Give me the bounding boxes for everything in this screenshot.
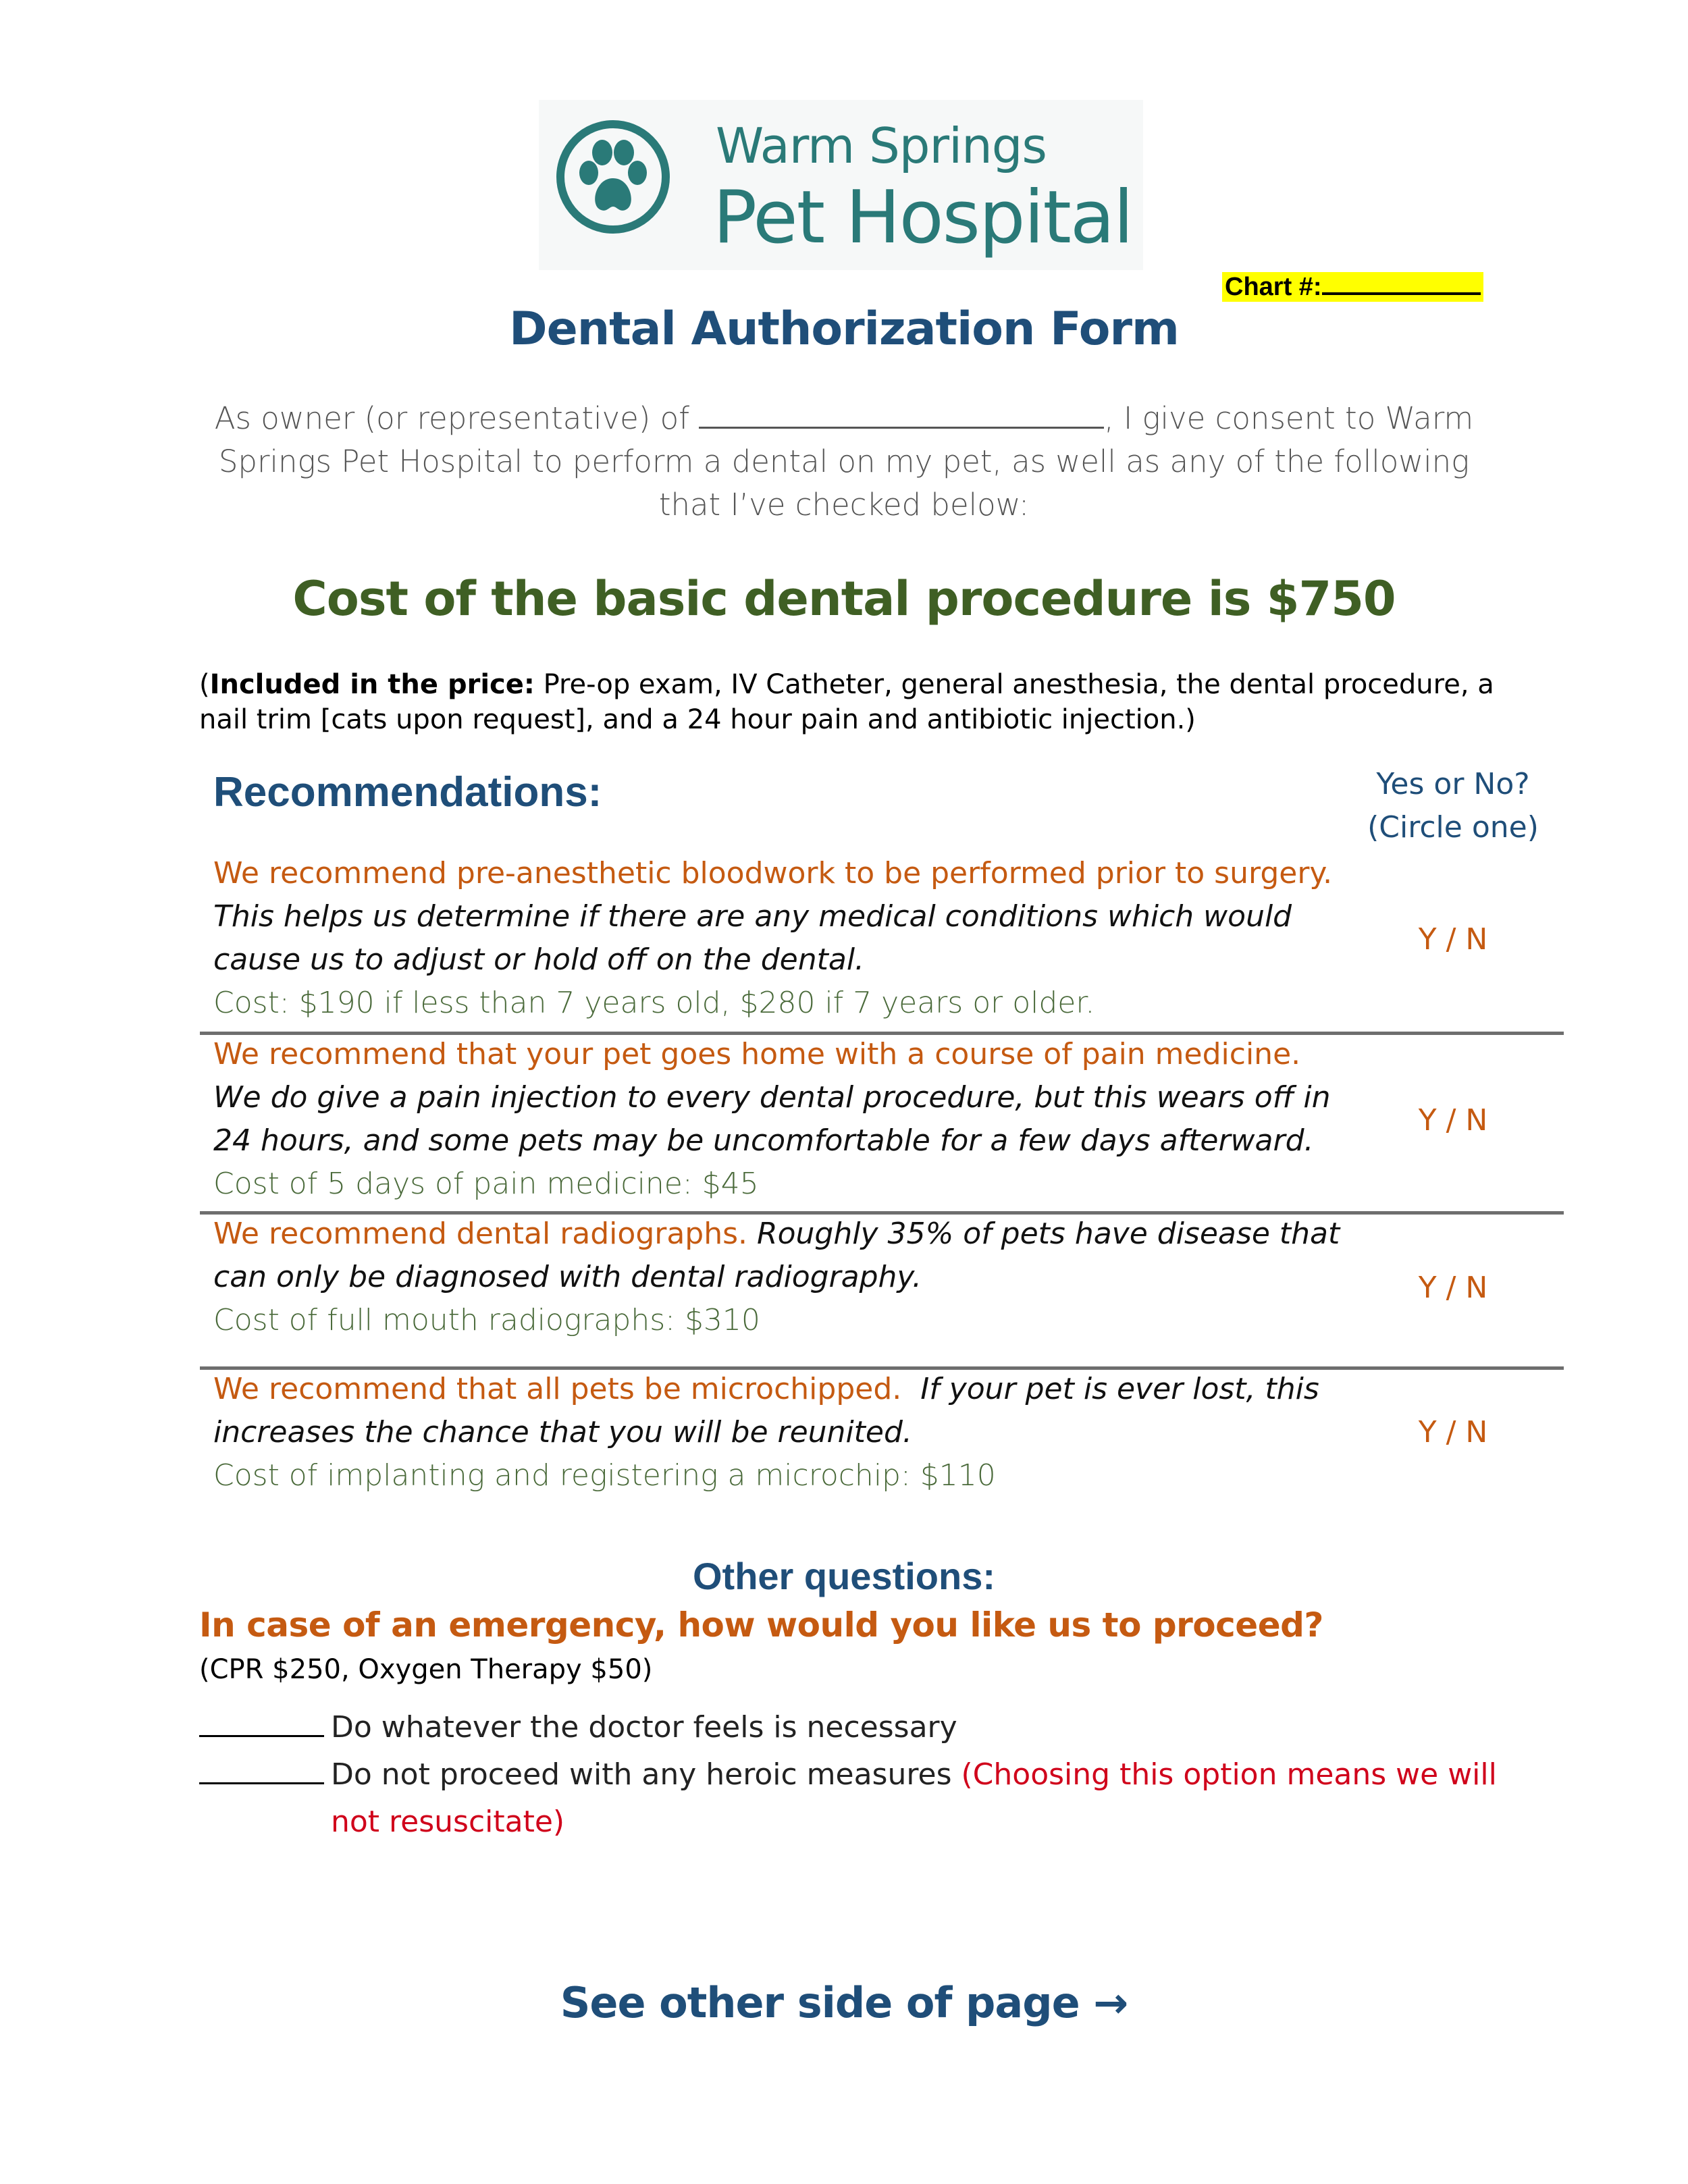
recommendation-explanation: If your pet is ever lost, this increases the chance that you will be reunited. [213, 1372, 1319, 1449]
recommendations-heading: Recommendations: [213, 769, 602, 816]
option-proceed-text: Do whatever the doctor feels is necessary [331, 1710, 957, 1744]
included-open-paren: ( [199, 669, 210, 700]
recommendation-explanation: Roughly 35% of pets have disease that can only be diagnosed with dental radiography. [213, 1217, 1340, 1294]
option-dnr-blank[interactable] [199, 1755, 324, 1784]
recommendation-pain-medicine [213, 1033, 1348, 1206]
included-label: Included in the price: [209, 669, 535, 700]
recommendation-lead: We recommend pre-anesthetic bloodwork to be performed prior to surgery. [213, 856, 1333, 890]
consent-paragraph [203, 397, 1485, 527]
see-other-side-note: See other side of page → [560, 1978, 1128, 2027]
recommendation-radiographs [213, 1213, 1348, 1342]
logo-text-line2: Pet Hospital [713, 176, 1133, 260]
recommendation-cost: Cost of 5 days of pain medicine: $45 [213, 1167, 759, 1201]
other-questions-heading: Other questions: [692, 1555, 996, 1597]
recommendation-lead: We recommend dental radiographs. [213, 1217, 748, 1251]
recommendation-microchip [213, 1368, 1348, 1497]
consent-text-end: , I give consent to Warm Springs Pet Hospital to perform a dental on my pet, as well as any of the following that I’ve checked below: [218, 400, 1474, 523]
yes-no-heading-line2: (Circle one) [1367, 810, 1539, 845]
form-title: Dental Authorization Form [509, 302, 1179, 356]
yes-no-heading-line1: Yes or No? [1376, 767, 1530, 801]
yes-no-column-heading [1359, 763, 1548, 849]
paw-print-icon [556, 120, 670, 234]
logo-text-line1: Warm Springs [716, 117, 1047, 174]
dnr-warning-continued: not resuscitate) [331, 1805, 565, 1839]
recommendation-lead: We recommend that all pets be microchipped. [213, 1372, 902, 1406]
chart-number-blank[interactable] [1322, 272, 1481, 295]
recommendation-explanation: This helps us determine if there are any medical conditions which would cause us to adjust or hold off on the dental. [213, 899, 1292, 977]
recommendation-bloodwork [213, 852, 1348, 1025]
pet-name-blank[interactable] [699, 400, 1104, 429]
yes-no-choice-microchip[interactable]: Y / N [1418, 1415, 1488, 1449]
option-dnr-text: Do not proceed with any heroic measures [331, 1757, 952, 1792]
basic-cost-headline: Cost of the basic dental procedure is $750 [292, 571, 1396, 627]
yes-no-choice-pain-medicine[interactable]: Y / N [1418, 1103, 1488, 1138]
consent-text-start: As owner (or representative) of [214, 400, 700, 436]
recommendation-cost: Cost of full mouth radiographs: $310 [213, 1303, 760, 1337]
option-proceed-blank[interactable] [199, 1708, 324, 1737]
emergency-prices: (CPR $250, Oxygen Therapy $50) [199, 1654, 653, 1685]
chart-number-field[interactable] [1222, 272, 1483, 302]
emergency-option-dnr [199, 1751, 1502, 1846]
dnr-warning: (Choosing this option means we will [961, 1757, 1497, 1792]
recommendation-explanation: We do give a pain injection to every dental procedure, but this wears off in 24 hours, and some pets may be uncomfortable for a few days afterward. [213, 1080, 1331, 1158]
recommendation-cost: Cost of implanting and registering a microchip: $110 [213, 1458, 996, 1493]
included-text: Pre-op exam, IV Catheter, general anesthesia, the dental procedure, a nail trim [cats upon request], and a 24 hour pain and antibiotic injection.) [199, 669, 1494, 735]
yes-no-choice-radiographs[interactable]: Y / N [1418, 1271, 1488, 1305]
recommendation-cost: Cost: $190 if less than 7 years old, $280 if 7 years or older. [213, 986, 1095, 1020]
chart-number-label: Chart #: [1225, 273, 1322, 301]
yes-no-choice-bloodwork[interactable]: Y / N [1418, 922, 1488, 957]
emergency-option-proceed [199, 1704, 1502, 1751]
emergency-question: In case of an emergency, how would you like us to proceed? [199, 1605, 1323, 1645]
recommendation-lead: We recommend that your pet goes home with a course of pain medicine. [213, 1037, 1301, 1071]
included-in-price-note [199, 667, 1496, 737]
hospital-logo [539, 100, 1143, 270]
